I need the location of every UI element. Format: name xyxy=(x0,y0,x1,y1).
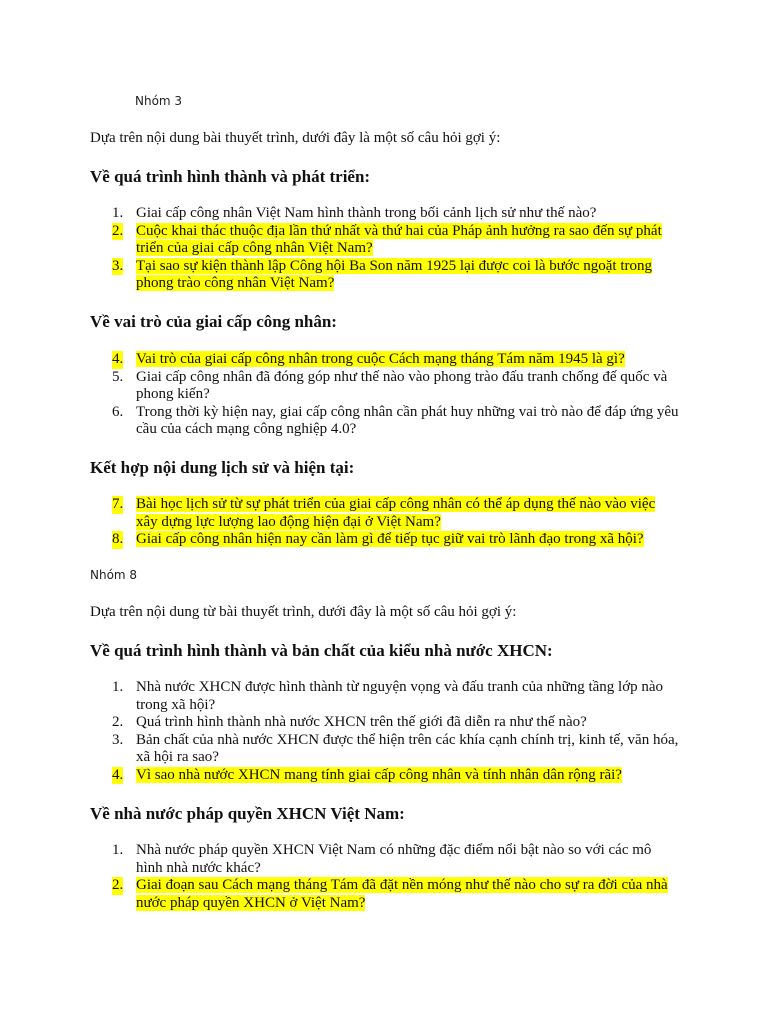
group-3-section-2-list xyxy=(90,351,680,439)
list-item xyxy=(90,842,680,877)
list-item xyxy=(90,767,680,785)
group-3-section-3-list xyxy=(90,496,680,549)
list-number: 4. xyxy=(112,351,124,367)
group-8-section-2-heading: Về nhà nước pháp quyền XHCN Việt Nam: xyxy=(90,804,405,823)
list-number: 6. xyxy=(112,403,124,420)
question-text-highlighted: Tại sao sự kiện thành lập Công hội Ba Son năm 1925 lại được coi là bước ngoặt trong phong trào công nhân Việt Nam? xyxy=(136,257,652,291)
list-number: 7. xyxy=(112,496,124,512)
list-item xyxy=(90,404,680,439)
list-item xyxy=(90,258,680,293)
group-3-section-1-list xyxy=(90,205,680,293)
list-number: 2. xyxy=(112,714,124,730)
question-text: Giai cấp công nhân Việt Nam hình thành trong bối cảnh lịch sử như thế nào? xyxy=(136,205,597,221)
group-8-section-2-list xyxy=(90,842,680,912)
group-8-section-1-heading: Về quá trình hình thành và bản chất của kiểu nhà nước XHCN: xyxy=(90,641,553,660)
list-number: 1. xyxy=(112,842,124,858)
group-3-intro: Dựa trên nội dung bài thuyết trình, dưới đây là một số câu hỏi gợi ý: xyxy=(90,130,501,146)
list-number: 4. xyxy=(112,766,124,783)
list-item xyxy=(90,369,680,404)
list-number: 2. xyxy=(112,222,124,239)
question-text-highlighted: Bài học lịch sử từ sự phát triển của giai cấp công nhân có thể áp dụng thế nào vào việc xây dựng lực lượng lao động hiện đại ở Việt Nam? xyxy=(136,496,656,530)
question-text: Nhà nước pháp quyền XHCN Việt Nam có những đặc điểm nổi bật nào so với các mô hình nhà nước khác? xyxy=(136,842,652,876)
list-item xyxy=(90,732,680,767)
list-number: 3. xyxy=(112,257,124,274)
list-item xyxy=(90,877,680,912)
question-text: Trong thời kỳ hiện nay, giai cấp công nhân cần phát huy những vai trò nào để đáp ứng yêu cầu của cách mạng công nghiệp 4.0? xyxy=(136,403,679,437)
list-item xyxy=(90,679,680,714)
question-text: Giai cấp công nhân đã đóng góp như thế nào vào phong trào đấu tranh chống đế quốc và phong kiến? xyxy=(136,368,668,402)
group-3-section-1-heading: Về quá trình hình thành và phát triển: xyxy=(90,167,371,186)
group-8-label: Nhóm 8 xyxy=(90,568,138,582)
list-item xyxy=(90,531,680,549)
question-text-highlighted: Vai trò của giai cấp công nhân trong cuộc Cách mạng tháng Tám năm 1945 là gì? xyxy=(136,351,625,367)
question-text-highlighted: Giai đoạn sau Cách mạng tháng Tám đã đặt nền móng như thế nào cho sự ra đời của nhà nước pháp quyền XHCN ở Việt Nam? xyxy=(136,877,668,911)
question-text-highlighted: Cuộc khai thác thuộc địa lần thứ nhất và thứ hai của Pháp ảnh hưởng ra sao đến sự phát triển của giai cấp công nhân Việt Nam? xyxy=(136,222,662,256)
list-item xyxy=(90,205,680,223)
list-item xyxy=(90,223,680,258)
group-3-section-2-heading: Về vai trò của giai cấp công nhân: xyxy=(90,312,337,331)
list-item xyxy=(90,714,680,732)
question-text: Bản chất của nhà nước XHCN được thể hiện trên các khía cạnh chính trị, kinh tế, văn hóa, xã hội ra sao? xyxy=(136,731,679,765)
group-8-section-1-list xyxy=(90,679,680,784)
question-text: Quá trình hình thành nhà nước XHCN trên thế giới đã diễn ra như thế nào? xyxy=(136,714,587,730)
list-number: 5. xyxy=(112,368,124,385)
list-number: 2. xyxy=(112,877,124,893)
list-number: 1. xyxy=(112,679,124,695)
group-3-label: Nhóm 3 xyxy=(135,94,183,108)
group-8-intro: Dựa trên nội dung từ bài thuyết trình, dưới đây là một số câu hỏi gợi ý: xyxy=(90,604,517,620)
list-number: 3. xyxy=(112,731,124,748)
list-number: 8. xyxy=(112,531,124,547)
question-text: Nhà nước XHCN được hình thành từ nguyện vọng và đấu tranh của những tầng lớp nào trong xã hội? xyxy=(136,679,664,713)
question-text-highlighted: Vì sao nhà nước XHCN mang tính giai cấp công nhân và tính nhân dân rộng rãi? xyxy=(136,766,622,783)
list-item xyxy=(90,351,680,369)
list-item xyxy=(90,496,680,531)
list-number: 1. xyxy=(112,205,124,221)
question-text-highlighted: Giai cấp công nhân hiện nay cần làm gì để tiếp tục giữ vai trò lãnh đạo trong xã hội? xyxy=(136,531,644,547)
group-3-section-3-heading: Kết hợp nội dung lịch sử và hiện tại: xyxy=(90,458,355,477)
